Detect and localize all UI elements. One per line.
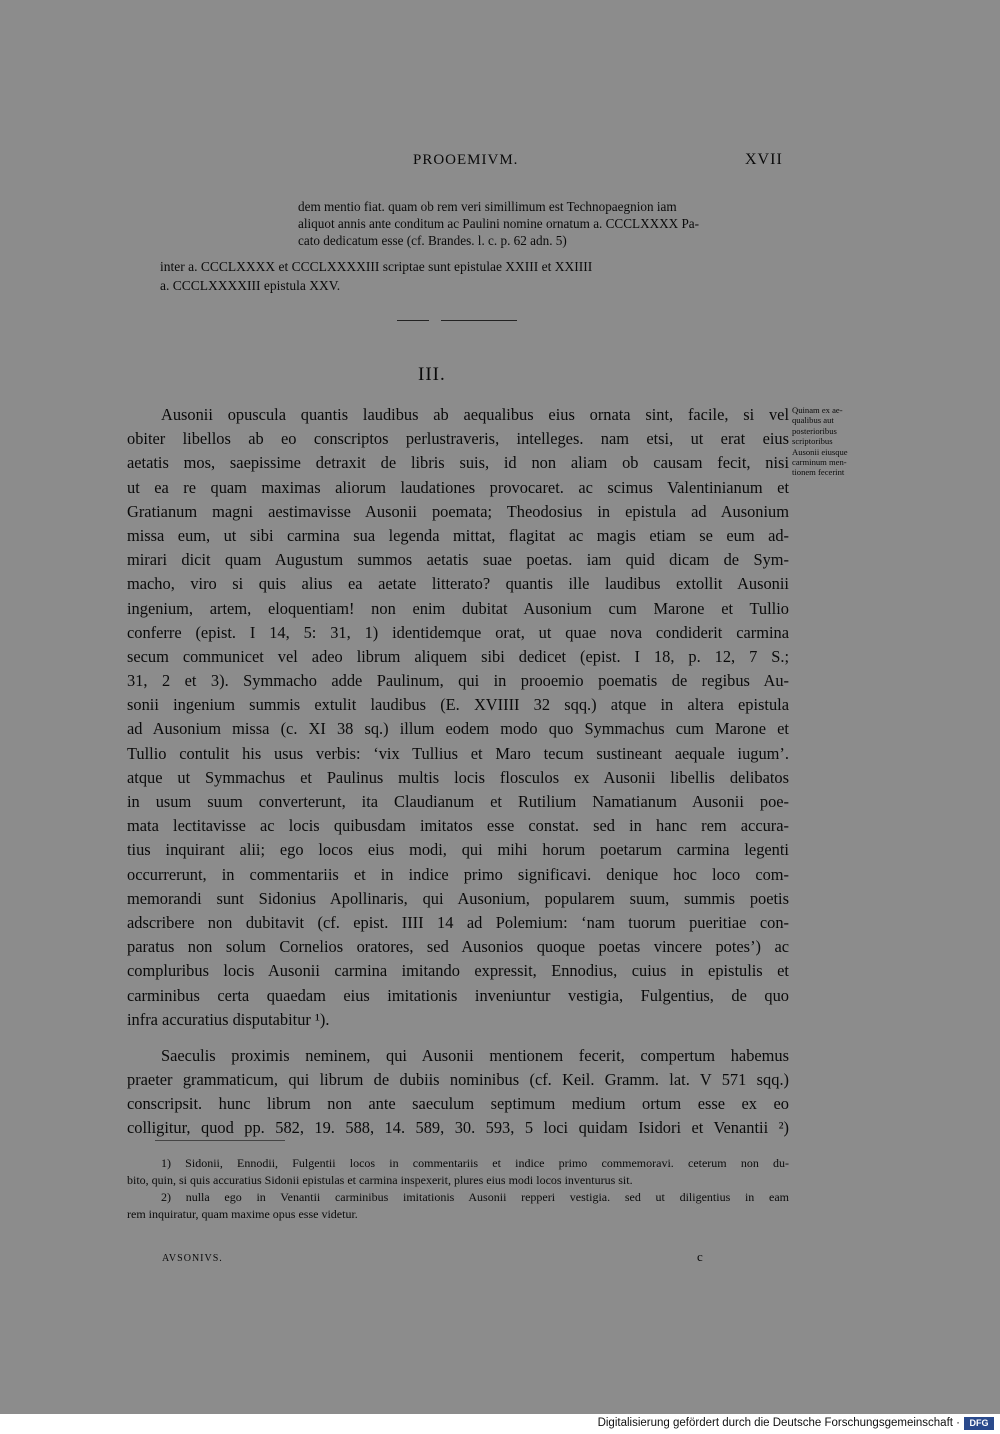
text-line: in usum suum converterunt, ita Claudianum et Rutilium Namatianum Ausonii poe- <box>127 792 789 811</box>
funding-credit: Digitalisierung gefördert durch die Deutsche Forschungsgemeinschaft · <box>597 1417 960 1429</box>
text-line: mata lectitavisse ac locis quibusdam imitatos esse constat. sed in hanc rem accura- <box>127 816 789 836</box>
page-number: XVII <box>745 151 783 168</box>
intro-continuation <box>298 198 790 249</box>
section-divider <box>397 320 429 321</box>
text-line: praeter grammaticum, qui librum de dubiis nominibus (cf. Keil. Gramm. lat. V 571 sqq.) <box>127 1070 789 1090</box>
text-line: adscribere non dubitavit (cf. epist. IIII 14 ad Polemium: ‘nam tuorum pueritiae con- <box>127 912 789 932</box>
intro-dates <box>160 257 720 295</box>
text-line: colligitur, quod pp. 582, 19. 588, 14. 589, 30. 593, 5 loci quidam Isidori et Venantii ²) <box>127 1118 789 1138</box>
text-line: 31, 2 et 3). Symmacho adde Paulinum, qui in prooemio poematis de regibus Au- <box>127 671 789 691</box>
signature-mark: AVSONIVS. <box>162 1253 223 1264</box>
text-line: ut ea re quam maximas aliorum laudationes provocaret. ac scimus Valentinianum et <box>127 477 789 497</box>
footnotes <box>127 1155 789 1223</box>
footnote-line: 1) Sidonii, Ennodii, Fulgentii locos in commentariis et indice primo commemoravi. ceterum non du- <box>161 1156 789 1170</box>
text-line: compluribus locis Ausonii carmina imitando expressit, Ennodius, cuius in epistulis et <box>127 961 789 981</box>
text-line: ingenium, artem, eloquentiam! non enim dubitat Ausonium cum Marone et Tullio <box>127 598 789 618</box>
text-line: Gratianum magni aestimavisse Ausonii poemata; Theodosius in epistula ad Ausonium <box>127 501 789 521</box>
running-head <box>0 152 1000 174</box>
text-line: aetatis mos, saepissime detraxit de libris suis, id non aliam ob causam fecit, nisi <box>127 453 789 473</box>
text-line: obiter libellos ab eo conscriptos perlustraveris, intelleges. nam etsi, ut erat eius <box>127 429 789 449</box>
margin-note-line: qualibus aut <box>792 415 834 426</box>
text-line: conscripsit. hunc librum non ante saeculum septimum medium ortum esse ex eo <box>127 1094 789 1114</box>
text-line: tius inquirant alii; ego locos eius modi, qui mihi horum poetarum carmina legenti <box>127 840 789 860</box>
running-head-title: PROOEMIVM. <box>413 152 519 168</box>
main-text <box>127 403 789 1141</box>
text-line: Ausonii opuscula quantis laudibus ab aequalibus eius ornata sint, facile, si vel <box>161 405 789 424</box>
margin-note-line: Quinam ex ae- <box>792 405 843 415</box>
text-line: inter a. CCCLXXXX et CCCLXXXXIII scriptae sunt epistulae XXIII et XXIIII <box>160 259 593 274</box>
text-line: paratus non solum Cornelios oratores, sed Ausonios quoque poetas vincere potes’) ac <box>127 937 789 957</box>
text-line: occurrerunt, in commentariis et in indice primo significavi. denique hoc loco com- <box>127 864 789 884</box>
margin-note-line: posterioribus <box>792 425 837 436</box>
section-divider <box>441 320 517 321</box>
text-line: conferre (epist. I 14, 5: 31, 1) identidemque orat, ut quae nova condiderit carmina <box>127 622 789 642</box>
margin-note-line: carminum men- <box>792 457 847 468</box>
footnote-line: 2) nulla ego in Venantii carminibus imitationis Ausonii repperi vestigia. sed ut diligentius in eam <box>161 1190 789 1204</box>
paragraph-gap <box>127 1032 789 1044</box>
text-line: Tullio contulit his usus verbis: ‘vix Tullius et Maro tecum sustineant aequale iugum’. <box>127 743 789 763</box>
footnote-rule <box>155 1140 285 1141</box>
text-line: aliquot annis ante conditum ac Paulini nomine ornatum a. CCCLXXXX Pa- <box>298 216 700 231</box>
text-line: mirari dicit quam Augustum summos aetatis suae poetas. iam quid dicam de Sym- <box>127 550 789 570</box>
footer-bar <box>0 1414 1000 1434</box>
margin-note-line: Ausonii eiusque <box>792 446 848 457</box>
text-line: atque ut Symmachus et Paulinus multis locis flosculos ex Ausonii libellis delibatos <box>127 767 789 787</box>
dfg-logo[interactable]: DFG <box>964 1417 994 1430</box>
text-line: cato dedicatum esse (cf. Brandes. l. c. p. 62 adn. 5) <box>298 233 567 248</box>
text-line: Saeculis proximis neminem, qui Ausonii mentionem fecerit, compertum habemus <box>161 1045 789 1065</box>
footnote-line: bito, quin, si quis accuratius Sidonii epistulas et carmina inspexerit, plures eius modi locos inventurus sit. <box>127 1173 633 1187</box>
text-line: ad Ausonium missa (c. XI 38 sq.) illum eodem modo quo Symmachus cum Marone et <box>127 719 789 739</box>
text-line: a. CCCLXXXXIII epistula XXV. <box>160 278 341 293</box>
margin-note <box>792 405 877 478</box>
text-line: dem mentio fiat. quam ob rem veri simillimum est Technopaegnion iam <box>298 199 677 214</box>
text-line: carminibus certa quaedam eius imitationis inveniuntur vestigia, Fulgentius, de quo <box>127 985 789 1005</box>
gathering-mark: c <box>697 1249 703 1264</box>
margin-note-line: scriptoribus <box>792 436 833 447</box>
text-line: macho, viro si quis alius ea aetate litterato? quantis ille laudibus extollit Ausonii <box>127 574 789 594</box>
text-line: infra accuratius disputabitur ¹). <box>127 1009 330 1029</box>
section-heading: III. <box>418 364 446 385</box>
text-line: sonii ingenium summis extulit laudibus (E. XVIIII 32 sqq.) atque in altera epistula <box>127 695 789 715</box>
footnote-line: rem inquiratur, quam maxime opus esse videtur. <box>127 1207 358 1221</box>
margin-note-line: tionem fecerint <box>792 467 845 478</box>
text-line: memorandi sunt Sidonius Apollinaris, qui Ausonium, popularem suum, summis poetis <box>127 888 789 908</box>
text-line: missa eum, ut sibi carmina sua legenda mittat, flagitat ac magis etiam se eum ad- <box>127 525 789 545</box>
text-line: secum communicet vel adeo librum aliquem sibi dedicet (epist. I 18, p. 12, 7 S.; <box>127 646 789 666</box>
